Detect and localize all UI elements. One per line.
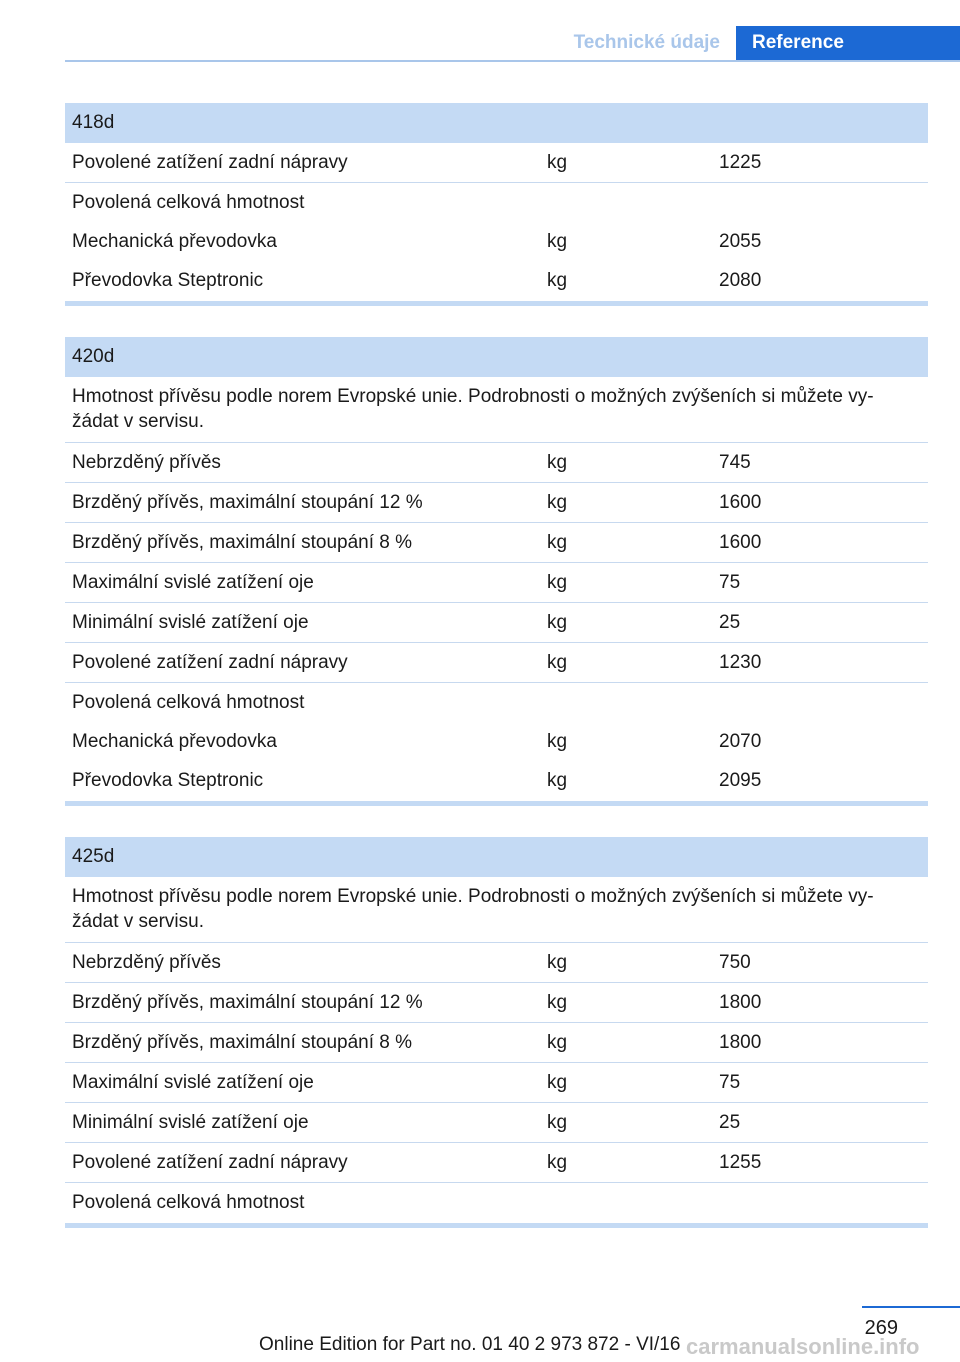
spec-table-420d: [65, 337, 928, 806]
table-row: [65, 143, 928, 183]
row-unit: kg: [547, 1112, 568, 1133]
row-value: 75: [719, 1072, 741, 1093]
table-row: [65, 723, 928, 762]
spec-table-425d: [65, 837, 928, 1228]
table-row: [65, 483, 928, 523]
table-bottom-rule: [65, 1223, 928, 1228]
edition-note: Online Edition for Part no. 01 40 2 973 872 - VI/16: [259, 1334, 681, 1355]
row-value: 25: [719, 612, 741, 633]
row-unit: kg: [547, 231, 568, 252]
table-bottom-rule: [65, 801, 928, 806]
row-value: 1255: [719, 1152, 762, 1173]
table-bottom-rule: [65, 301, 928, 306]
row-label: Maximální svislé zatížení oje: [72, 1072, 314, 1093]
row-unit: kg: [547, 731, 568, 752]
row-label: Minimální svislé zatížení oje: [72, 1112, 309, 1133]
spec-table-418d: [65, 103, 928, 306]
row-label: Povolená celková hmotnost: [72, 692, 305, 713]
table-row: [65, 603, 928, 643]
row-label: Povolené zatížení zadní nápravy: [72, 152, 348, 173]
row-label: Brzděný přívěs, maximální stoupání 12 %: [72, 492, 423, 513]
table-note: Hmotnost přívěsu podle norem Evropské unie. Podrobnosti o možných zvýšeních si můžete vy-žádat v servisu.: [65, 377, 928, 443]
row-value: 25: [719, 1112, 741, 1133]
row-label: Brzděný přívěs, maximální stoupání 8 %: [72, 532, 413, 553]
row-value: 745: [719, 452, 751, 473]
table-row: [65, 262, 928, 301]
row-label: Nebrzděný přívěs: [72, 952, 221, 973]
table-row: [65, 643, 928, 683]
table-row-group: [65, 1183, 928, 1223]
page-content: [65, 103, 928, 1259]
row-label: Brzděný přívěs, maximální stoupání 8 %: [72, 1032, 413, 1053]
table-title: 425d: [65, 837, 928, 877]
row-value: 75: [719, 572, 741, 593]
row-unit: kg: [547, 532, 568, 553]
row-unit: kg: [547, 1072, 568, 1093]
row-label: Povolené zatížení zadní nápravy: [72, 1152, 348, 1173]
page-number: 269: [864, 1317, 898, 1339]
table-row: [65, 1063, 928, 1103]
row-value: 2095: [719, 770, 762, 791]
row-label: Povolená celková hmotnost: [72, 1192, 305, 1213]
table-row-group: [65, 683, 928, 723]
table-row: [65, 443, 928, 483]
table-row: [65, 523, 928, 563]
row-unit: kg: [547, 452, 568, 473]
row-unit: kg: [547, 270, 568, 291]
row-value: 1225: [719, 152, 762, 173]
table-title: 420d: [65, 337, 928, 377]
row-label: Maximální svislé zatížení oje: [72, 572, 314, 593]
row-label: Mechanická převodovka: [72, 231, 277, 252]
row-unit: kg: [547, 952, 568, 973]
table-row-group: [65, 183, 928, 223]
header-section-title: Technické údaje: [573, 32, 720, 53]
table-row: [65, 563, 928, 603]
row-label: Převodovka Steptronic: [72, 270, 264, 291]
row-label: Povolená celková hmotnost: [72, 192, 305, 213]
table-note: Hmotnost přívěsu podle norem Evropské unie. Podrobnosti o možných zvýšeních si můžete vy-žádat v servisu.: [65, 877, 928, 943]
header-chapter-tab: Reference: [736, 26, 960, 60]
row-value: 1600: [719, 532, 762, 553]
row-label: Mechanická převodovka: [72, 731, 277, 752]
row-value: 2080: [719, 270, 762, 291]
table-row: [65, 1143, 928, 1183]
row-value: 750: [719, 952, 751, 973]
row-value: 2055: [719, 231, 762, 252]
footer-rule: [862, 1306, 960, 1308]
table-row: [65, 943, 928, 983]
table-row: [65, 1103, 928, 1143]
row-label: Převodovka Steptronic: [72, 770, 264, 791]
table-row: [65, 983, 928, 1023]
row-value: 2070: [719, 731, 762, 752]
row-value: 1230: [719, 652, 762, 673]
table-row: [65, 1023, 928, 1063]
table-row: [65, 223, 928, 262]
row-unit: kg: [547, 1152, 568, 1173]
table-title: 418d: [65, 103, 928, 143]
row-value: 1600: [719, 492, 762, 513]
row-label: Povolené zatížení zadní nápravy: [72, 652, 348, 673]
row-unit: kg: [547, 492, 568, 513]
row-unit: kg: [547, 1032, 568, 1053]
row-label: Nebrzděný přívěs: [72, 452, 221, 473]
watermark: carmanualsonline.info: [686, 1334, 920, 1359]
table-row: [65, 762, 928, 801]
row-unit: kg: [547, 152, 568, 173]
row-value: 1800: [719, 992, 762, 1013]
row-unit: kg: [547, 992, 568, 1013]
row-unit: kg: [547, 770, 568, 791]
row-value: 1800: [719, 1032, 762, 1053]
row-unit: kg: [547, 612, 568, 633]
row-label: Brzděný přívěs, maximální stoupání 12 %: [72, 992, 423, 1013]
header-rule: [65, 60, 960, 62]
page-header: [0, 0, 960, 62]
row-label: Minimální svislé zatížení oje: [72, 612, 309, 633]
row-unit: kg: [547, 572, 568, 593]
row-unit: kg: [547, 652, 568, 673]
